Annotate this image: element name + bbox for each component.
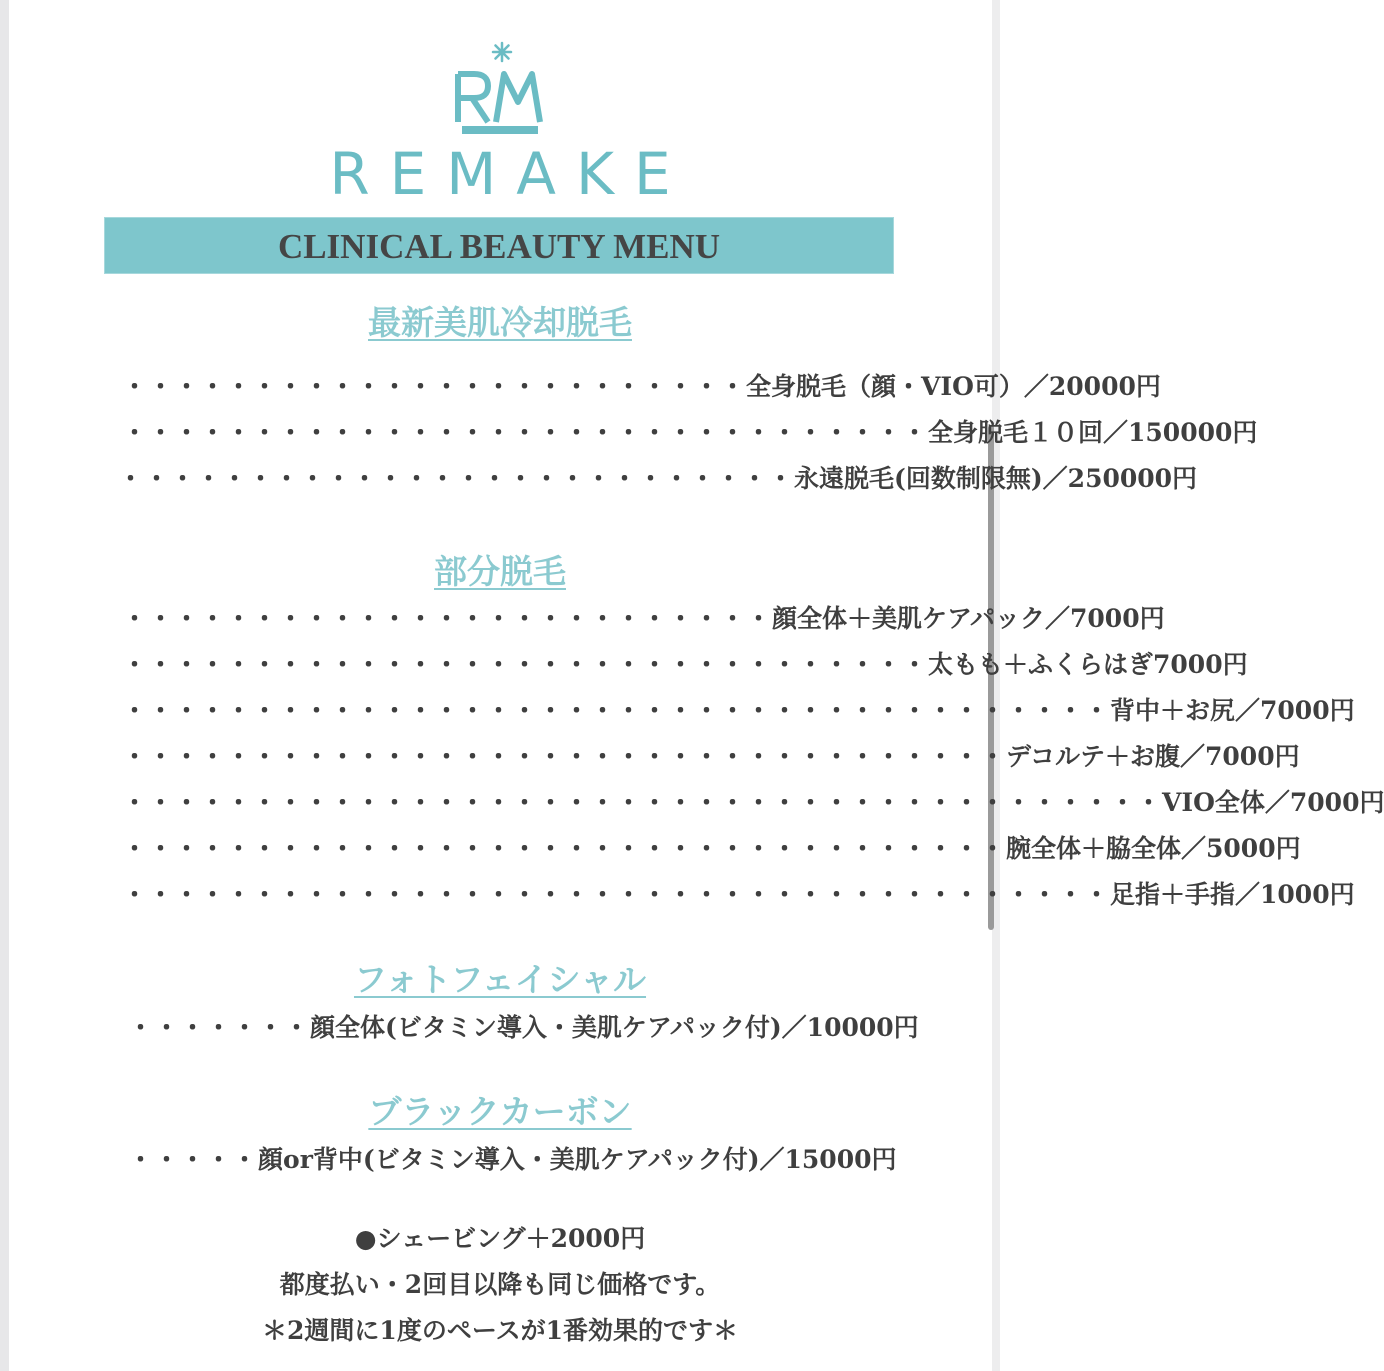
list-item: ・・・・・・・・・・・・・・・・・・・・・・・・・・ 永遠脱毛(回数制限無)／250000円 [118, 464, 1198, 493]
section-title-photofacial: フォトフェイシャル [353, 960, 647, 999]
section-title-partial: 部分脱毛 [434, 552, 566, 591]
section-title-black-carbon: ブラックカーボン [368, 1092, 632, 1131]
list-item: ・・・・・・・ 顔全体(ビタミン導入・美肌ケアパック付)／10000円 [128, 1013, 919, 1042]
list-item: ・・・・・・・・・・・・・・・・・・・・・・・・・・・・・・・・・・・・・・ 足指＋手指／1000円 [122, 880, 1355, 909]
list-item: ・・・・・・・・・・・・・・・・・・・・・・・・・ 顔全体＋美肌ケアパック／7000円 [122, 604, 1165, 633]
note-shaving: ●シェービング＋2000円 [354, 1224, 646, 1253]
note-frequency: ＊2週間に1度のペースが1番効果的です＊ [262, 1316, 738, 1345]
list-item: ・・・・・・・・・・・・・・・・・・・・・・・・ 全身脱毛（顔・VIO可）／20000円 [122, 372, 1161, 401]
list-item: ・・・・・・・・・・・・・・・・・・・・・・・・・・・・・・・・・・ 腕全体＋脇全体／5000円 [122, 834, 1301, 863]
section-title-depilation: 最新美肌冷却脱毛 [368, 303, 632, 342]
list-item: ・・・・・・・・・・・・・・・・・・・・・・・・・・・・・・・ 太もも＋ふくらはぎ7000円 [122, 650, 1248, 679]
menu-banner: CLINICAL BEAUTY MENU [104, 217, 894, 274]
list-item: ・・・・・ 顔or背中(ビタミン導入・美肌ケアパック付)／15000円 [128, 1145, 897, 1174]
list-item: ・・・・・・・・・・・・・・・・・・・・・・・・・・・・・・・・・・・・・・・・ VIO全体／7000円 [122, 788, 1384, 817]
crown-logo [0, 40, 1000, 140]
list-item: ・・・・・・・・・・・・・・・・・・・・・・・・・・・・・・・ 全身脱毛１０回／150000円 [122, 418, 1258, 447]
list-item: ・・・・・・・・・・・・・・・・・・・・・・・・・・・・・・・・・・ デコルテ＋お腹／7000円 [122, 742, 1300, 771]
crown-monogram-icon [440, 40, 560, 140]
list-item: ・・・・・・・・・・・・・・・・・・・・・・・・・・・・・・・・・・・・・・ 背中＋お尻／7000円 [122, 696, 1355, 725]
note-payment: 都度払い・2回目以降も同じ価格です。 [279, 1270, 721, 1299]
brand-name: REMAKE [329, 140, 691, 208]
